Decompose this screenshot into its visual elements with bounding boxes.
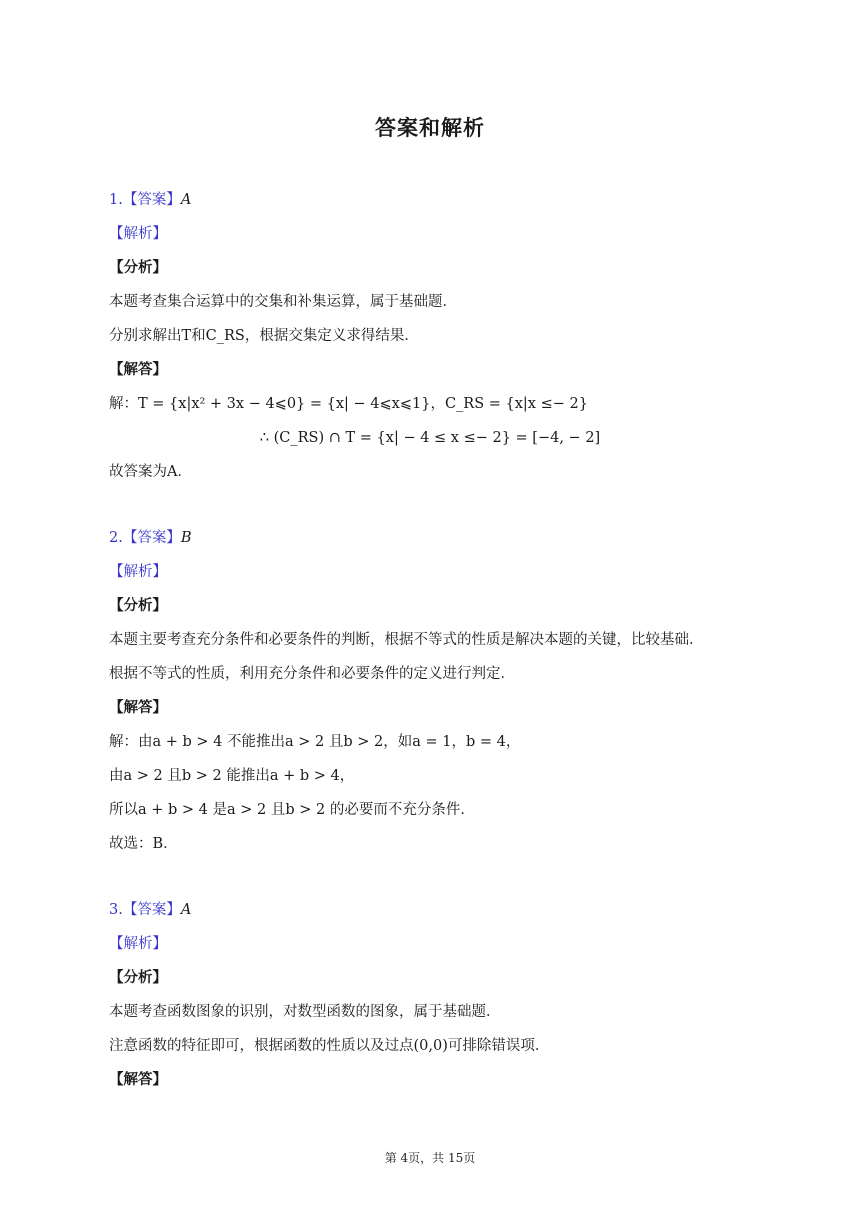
q2-answer: B — [180, 530, 192, 546]
q2-solution-line3: 所以a + b > 4 是a > 2 且b > 2 的必要而不充分条件． — [109, 802, 475, 818]
q3-fenxi-label: 【分析】 — [109, 969, 167, 986]
q1-jieda-label: 【解答】 — [109, 361, 167, 378]
q2-jiexi-label: 【解析】 — [109, 564, 167, 580]
q1-solution-line2: ∴ (C_RS) ∩ T = {x| − 4 ≤ x ≤− 2} = [−4, − 2] — [259, 430, 601, 446]
q3-jieda-label: 【解答】 — [109, 1071, 167, 1088]
q1-analysis-line1: 本题考查集合运算中的交集和补集运算，属于基础题． — [109, 294, 457, 310]
q3-answer-heading — [109, 900, 191, 920]
q2-conclusion: 故选：B． — [109, 836, 178, 852]
q1-answer: A — [180, 192, 192, 208]
q2-analysis-line1: 本题主要考查充分条件和必要条件的判断，根据不等式的性质是解决本题的关键，比较基础． — [109, 632, 704, 648]
q1-solution-line1: 解：T = {x|x² + 3x − 4⩽0} = {x| − 4⩽x⩽1}，C_RS = {x|x ≤− 2} — [109, 396, 588, 412]
q1-conclusion: 故答案为A． — [109, 464, 192, 480]
q2-analysis-line2: 根据不等式的性质，利用充分条件和必要条件的定义进行判定． — [109, 666, 515, 682]
page-footer: 第 4页，共 15页 — [384, 1151, 476, 1165]
q3-answer: A — [180, 902, 192, 918]
q1-answer-heading — [109, 190, 191, 210]
q1-fenxi-label: 【分析】 — [109, 259, 167, 276]
q3-head: 3.【答案】 — [109, 902, 181, 918]
q1-jiexi-label: 【解析】 — [109, 226, 167, 242]
q2-solution-line2: 由a > 2 且b > 2 能推出a + b > 4， — [109, 768, 355, 784]
q3-jiexi-label: 【解析】 — [109, 936, 167, 952]
q3-analysis-line2: 注意函数的特征即可，根据函数的性质以及过点(0,0)可排除错误项． — [109, 1038, 550, 1054]
q2-fenxi-label: 【分析】 — [109, 597, 167, 614]
q2-solution-line1: 解：由a + b > 4 不能推出a > 2 且b > 2，如a = 1，b = 4， — [109, 734, 521, 750]
q2-answer-heading — [109, 528, 192, 548]
q2-jieda-label: 【解答】 — [109, 699, 167, 716]
q2-head: 2.【答案】 — [109, 530, 181, 546]
page-title: 答案和解析 — [375, 116, 485, 140]
q1-head: 1.【答案】 — [109, 192, 181, 208]
q1-analysis-line2: 分别求解出T和C_RS，根据交集定义求得结果． — [109, 328, 419, 344]
q3-analysis-line1: 本题考查函数图象的识别，对数型函数的图象，属于基础题． — [109, 1004, 501, 1020]
